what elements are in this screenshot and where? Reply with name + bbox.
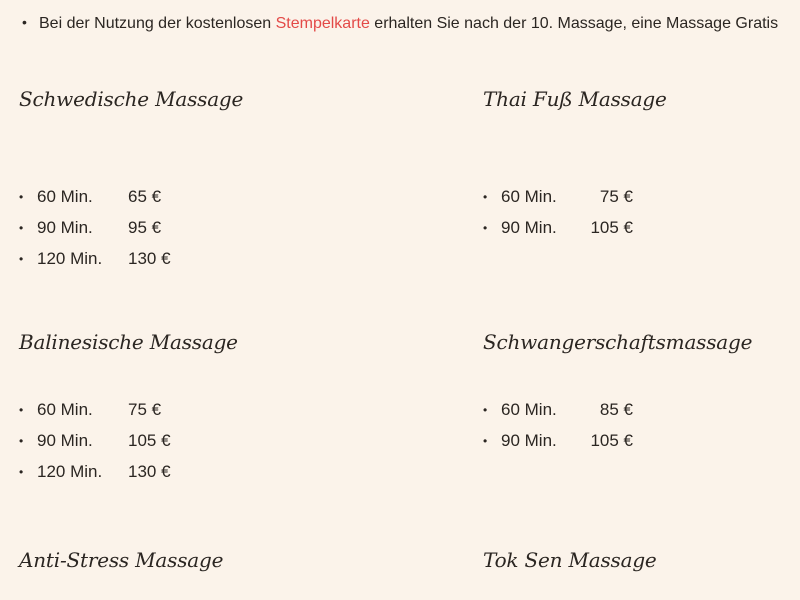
price-item <box>483 427 633 458</box>
price-item <box>483 183 633 214</box>
section-title: Schwangerschaftsmassage <box>483 330 753 354</box>
bullet-icon: • <box>19 465 24 479</box>
price-item <box>19 396 171 427</box>
bullet-icon: • <box>483 190 488 204</box>
notice-text-after: erhalten Sie nach der 10. Massage, eine Massage Gratis <box>369 15 779 32</box>
duration: 60 Min. <box>501 400 557 419</box>
notice-text-before: Bei der Nutzung der kostenlosen <box>39 15 276 32</box>
duration: 90 Min. <box>37 218 93 237</box>
duration: 120 Min. <box>37 462 103 481</box>
price-list <box>19 396 171 489</box>
section-schwangerschaftsmassage <box>483 328 793 458</box>
section-thai-fuss-massage <box>483 85 793 245</box>
price: 75 € <box>128 400 162 419</box>
section-anti-stress-massage <box>19 546 399 576</box>
duration: 120 Min. <box>37 249 103 268</box>
bullet-icon: • <box>483 434 488 448</box>
price-item <box>19 458 171 489</box>
bullet-icon: • <box>19 221 24 235</box>
price-item <box>19 245 171 276</box>
price: 75 € <box>599 187 633 206</box>
price-item <box>483 214 633 245</box>
section-title: Balinesische Massage <box>19 330 238 354</box>
stamp-card-link[interactable]: Stempelkarte <box>275 15 370 32</box>
price: 130 € <box>128 462 171 481</box>
price: 130 € <box>128 249 171 268</box>
price: 105 € <box>128 431 171 450</box>
price-list <box>483 396 633 458</box>
price-item <box>19 427 171 458</box>
price-list <box>483 183 633 245</box>
bullet-icon: • <box>19 403 24 417</box>
price-list <box>19 183 171 276</box>
section-title: Schwedische Massage <box>19 87 244 111</box>
duration: 90 Min. <box>501 431 557 450</box>
section-tok-sen-massage <box>483 546 793 576</box>
price: 105 € <box>590 431 633 450</box>
price: 65 € <box>128 187 162 206</box>
price: 95 € <box>128 218 162 237</box>
section-title: Tok Sen Massage <box>483 548 657 572</box>
bullet-icon: • <box>22 14 27 30</box>
duration: 90 Min. <box>37 431 93 450</box>
price-item <box>483 396 633 427</box>
section-title: Thai Fuß Massage <box>483 87 667 111</box>
duration: 60 Min. <box>501 187 557 206</box>
price: 105 € <box>590 218 633 237</box>
bullet-icon: • <box>483 403 488 417</box>
duration: 60 Min. <box>37 400 93 419</box>
section-title: Anti-Stress Massage <box>19 548 224 572</box>
stamp-card-notice <box>22 11 800 35</box>
price-item <box>19 214 171 245</box>
duration: 60 Min. <box>37 187 93 206</box>
bullet-icon: • <box>483 221 488 235</box>
section-schwedische-massage <box>19 85 399 275</box>
duration: 90 Min. <box>501 218 557 237</box>
section-balinesische-massage <box>19 328 399 488</box>
price-item <box>19 183 171 214</box>
bullet-icon: • <box>19 190 24 204</box>
bullet-icon: • <box>19 252 24 266</box>
bullet-icon: • <box>19 434 24 448</box>
price: 85 € <box>599 400 633 419</box>
